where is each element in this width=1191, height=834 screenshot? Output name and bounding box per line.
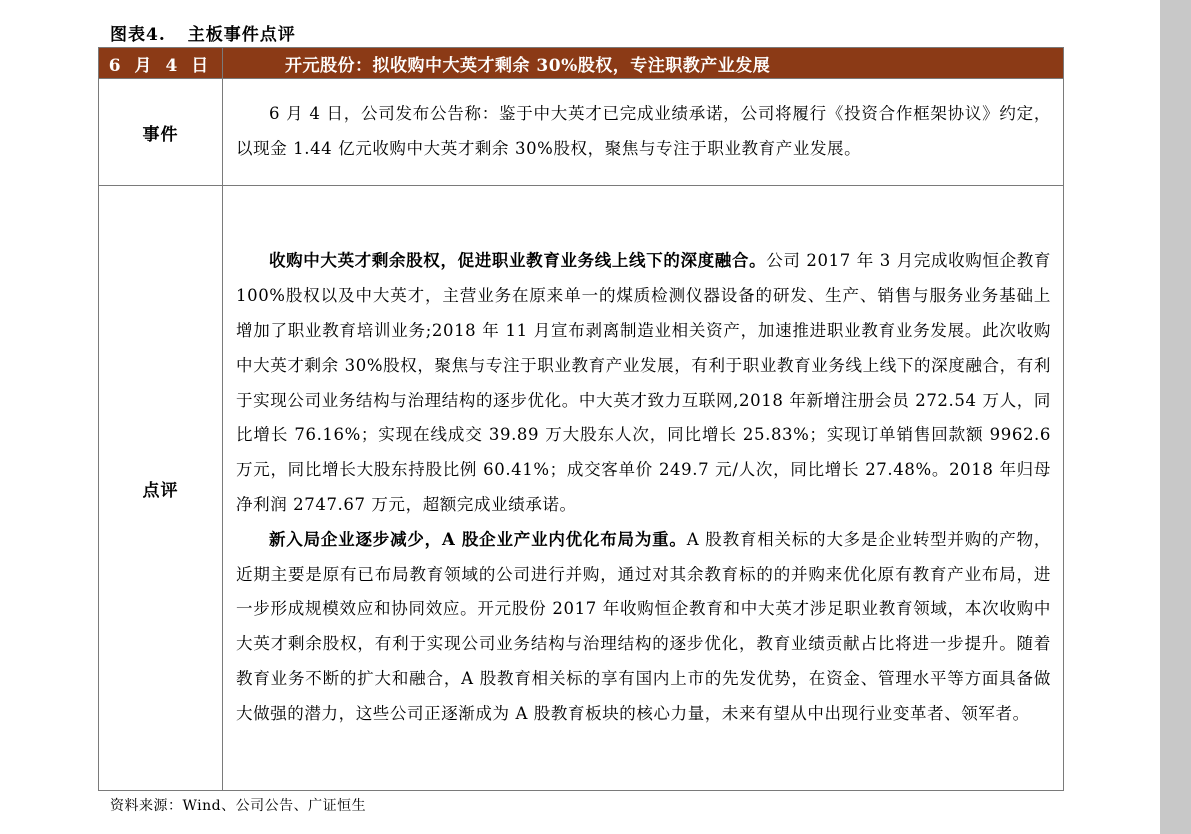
comment-p1-text: 公司 2017 年 3 月完成收购恒企教育 100%股权以及中大英才，主营业务在原来单一的煤质检测仪器设备的研发、生产、销售与服务业务基础上增加了职业教育培训业务;2018 年 11 月宣布剥离制造业相关资产，加速推进职业教育业务发展。此次收购中大英才剩余 30%股权，聚焦与专注于职业教育产业发展，有利于职业教育业务线上线下的深度融合，有利于实现公司业务结构与治理结构的逐步优化。中大英才致力互联网,2018 年新增注册会员 272.54 万人，同比增长 76.16%；实现在线成交 39.89 万大股东人次，同比增长 25.83%；实现订单销售回款额 9962.6 万元，同比增长大股东持股比例 60.41%；成交客单价 249.7 元/人次，同比增长 27.48%。2018 年归母净利润 2747.67 万元，超额完成业绩承诺。 — [236, 251, 1051, 514]
event-label: 事件 — [99, 79, 223, 186]
figure-title-text: 主板事件点评 — [187, 25, 296, 45]
event-text: 6 月 4 日，公司发布公告称：鉴于中大英才已完成业绩承诺，公司将履行《投资合作框架协议》约定，以现金 1.44 亿元收购中大英才剩余 30%股权，聚焦与专注于职业教育产业发展。 — [236, 104, 1051, 158]
comment-paragraph-1 — [236, 244, 1051, 522]
comment-row — [99, 186, 1064, 791]
figure-title — [110, 20, 296, 45]
comment-p1-bold: 收购中大英才剩余股权，促进职业教育业务线上线下的深度融合。 — [269, 251, 767, 271]
event-headline: 开元股份：拟收购中大英才剩余 30%股权，专注职教产业发展 — [223, 48, 1064, 79]
event-body — [223, 79, 1064, 186]
comment-paragraph-2 — [236, 523, 1051, 732]
event-table — [98, 47, 1064, 791]
figure-number: 图表4. — [110, 25, 166, 45]
event-date: 6 月 4 日 — [99, 48, 223, 79]
source-note: 资料来源：Wind、公司公告、广证恒生 — [110, 798, 367, 814]
table-header-row — [99, 48, 1064, 79]
scrollbar[interactable] — [1160, 0, 1191, 834]
comment-label: 点评 — [99, 186, 223, 791]
comment-body — [223, 186, 1064, 791]
event-row — [99, 79, 1064, 186]
comment-p2-bold: 新入局企业逐步减少，A 股企业产业内优化布局为重。 — [269, 529, 687, 549]
comment-p2-text: A 股教育相关标的大多是企业转型并购的产物，近期主要是原有已布局教育领域的公司进行并购，通过对其余教育标的的并购来优化原有教育产业布局，进一步形成规模效应和协同效应。开元股份 2017 年收购恒企教育和中大英才涉足职业教育领域，本次收购中大英才剩余股权，有利于实现公司业务结构与治理结构的逐步优化，教育业绩贡献占比将进一步提升。随着教育业务不断的扩大和融合，A 股教育相关标的享有国内上市的先发优势，在资金、管理水平等方面具备做大做强的潜力，这些公司正逐渐成为 A 股教育板块的核心力量，未来有望从中出现行业变革者、领军者。 — [236, 529, 1051, 723]
